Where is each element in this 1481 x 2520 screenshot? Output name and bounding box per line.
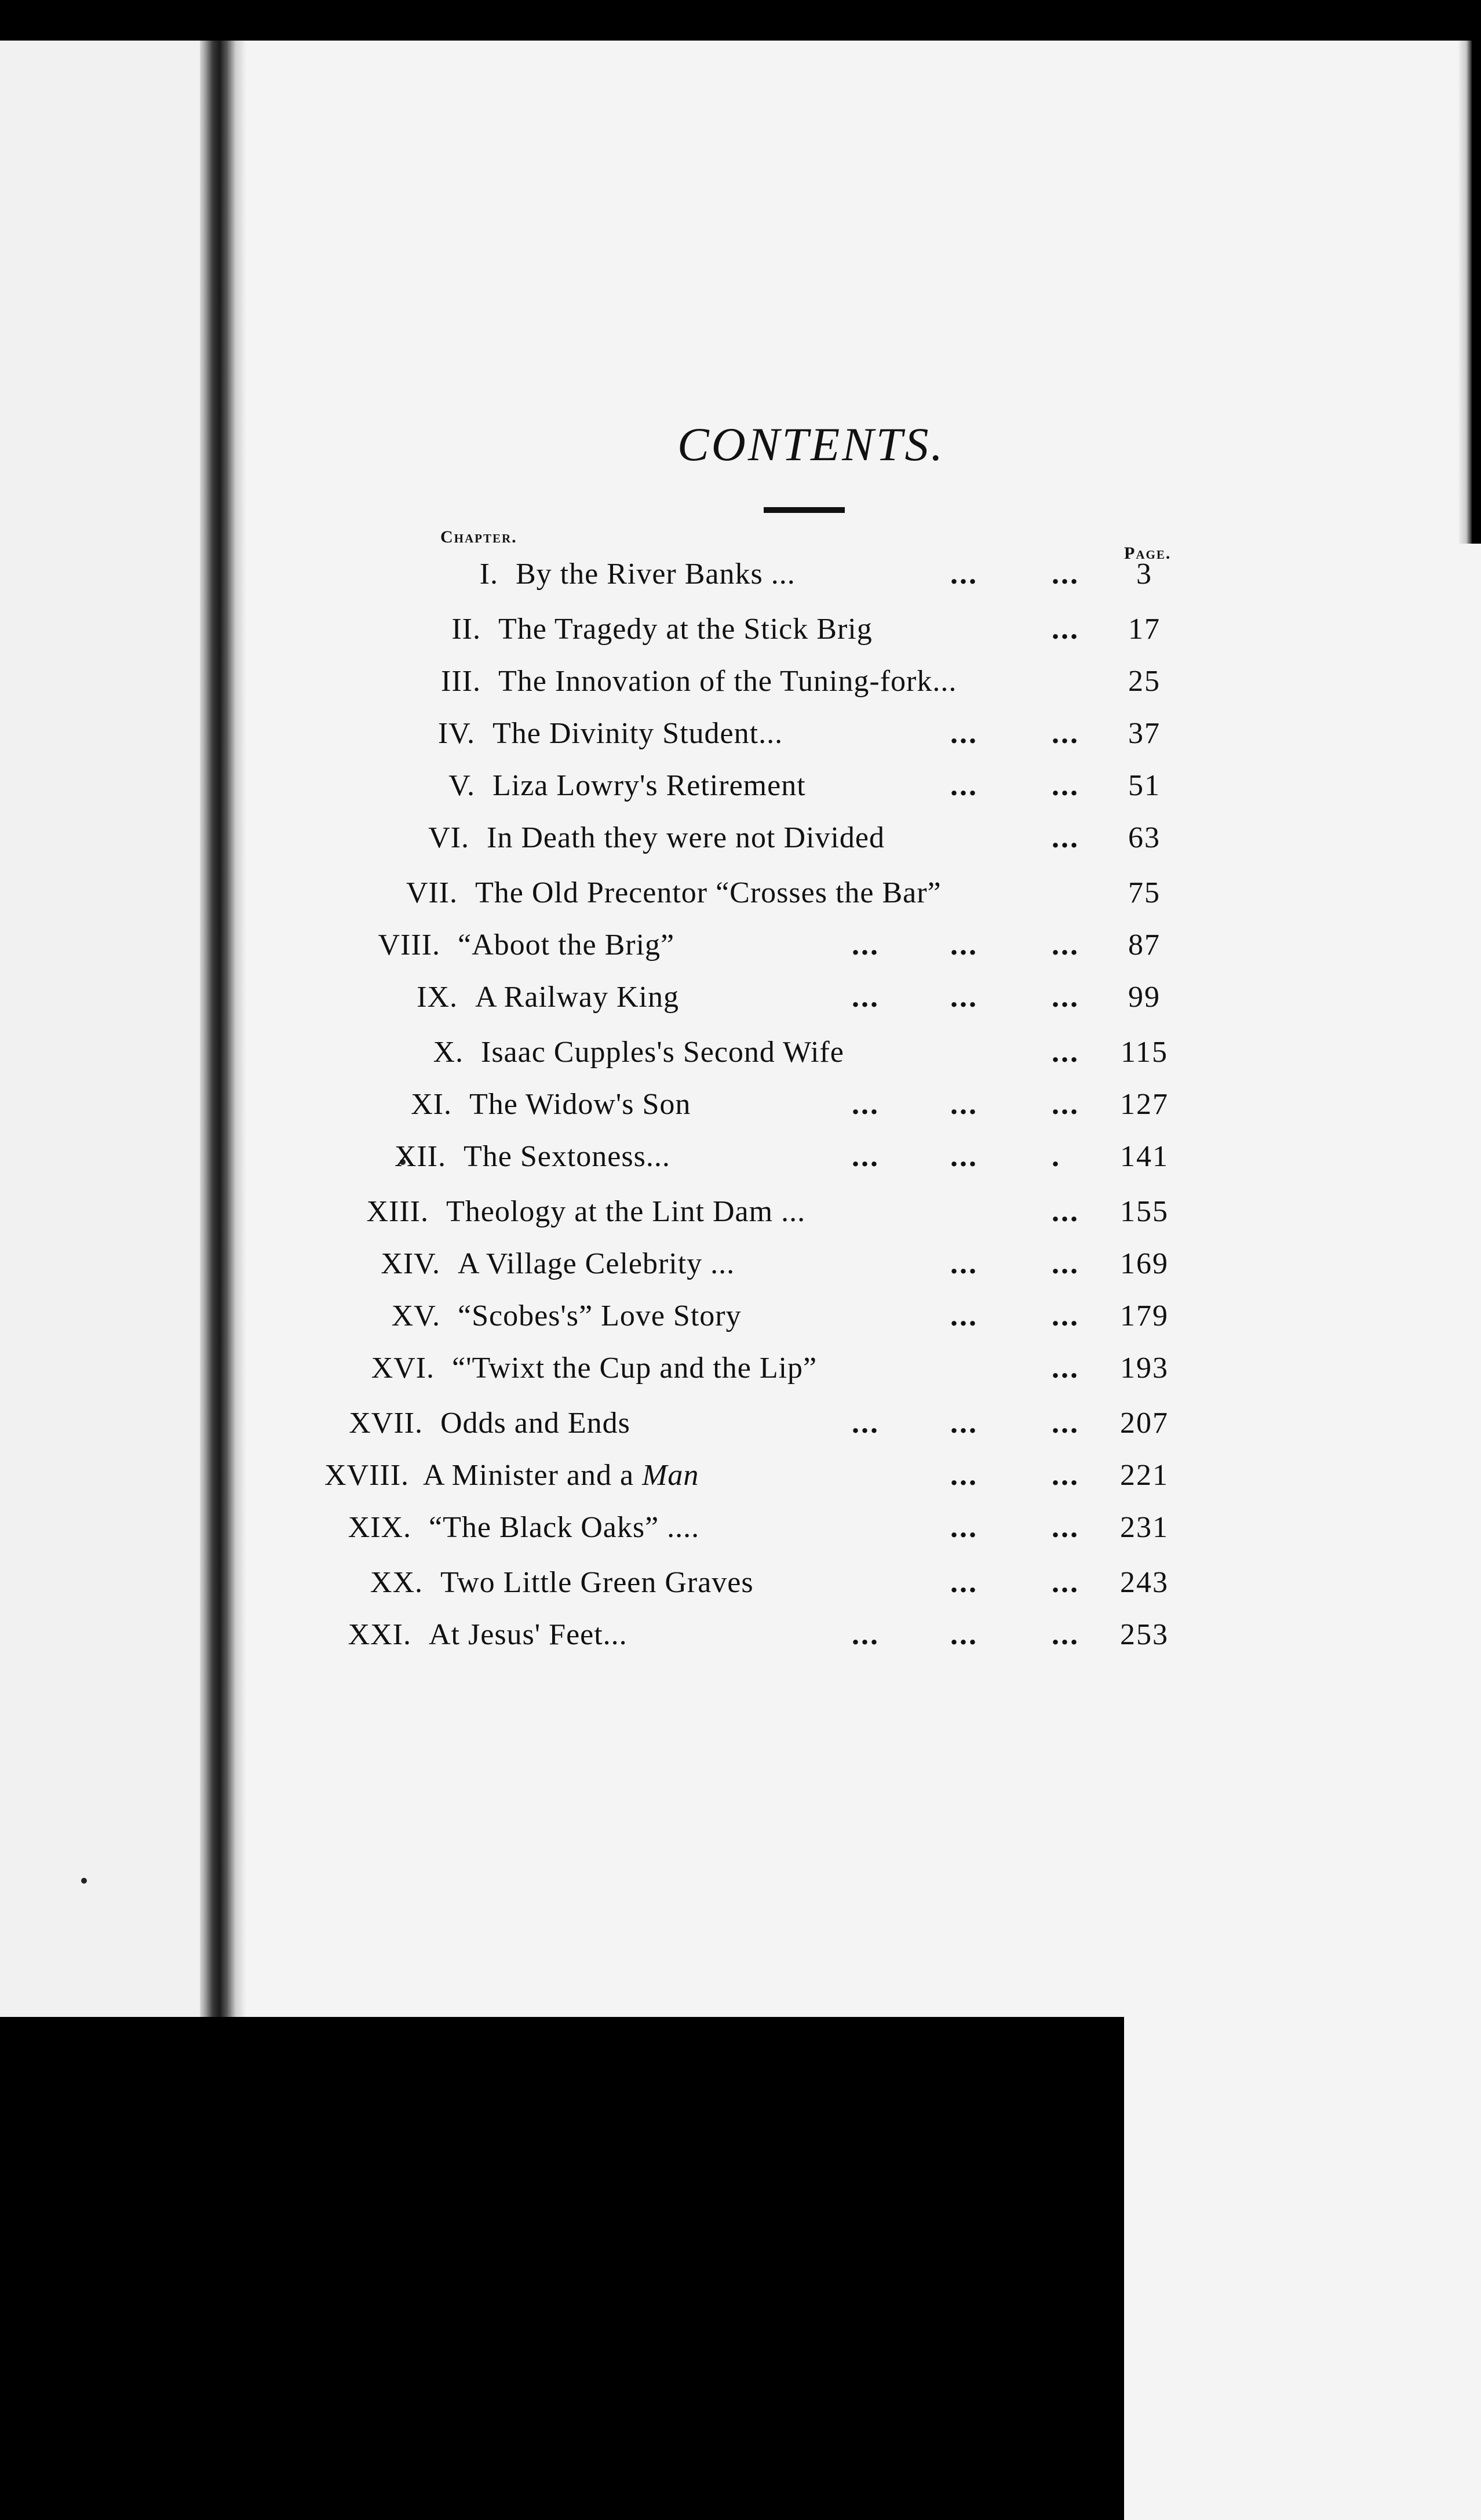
dot-leader: ... [1052, 1459, 1079, 1492]
dot-leader: ... [950, 769, 978, 802]
dot-leader: ... [1052, 1195, 1079, 1228]
page-number: 155 [1120, 1195, 1169, 1228]
toc-entry [400, 661, 1217, 702]
chapter-number: XIX. [348, 1511, 411, 1544]
toc-entry [394, 765, 1217, 807]
chapter-title-text: “Aboot the Brig” [458, 928, 675, 962]
chapter-title-text: A Railway King [475, 981, 679, 1014]
toc-entry [388, 817, 1217, 859]
dot-leader: ... [852, 1140, 880, 1173]
dot-leader: ... [852, 1088, 880, 1121]
dot-leader: ... [852, 981, 880, 1014]
dot-leader: ... [950, 981, 978, 1014]
chapter-title [440, 1562, 754, 1604]
toc-entry [377, 872, 1217, 914]
chapter-number: VI. [428, 821, 469, 854]
chapter-title-text: Theology at the Lint Dam ... [446, 1195, 806, 1228]
dot-leader: ... [1052, 1566, 1079, 1599]
dot-leader: . [1052, 1140, 1061, 1173]
chapter-title-text: Two Little Green Graves [440, 1566, 754, 1599]
toc-entry [359, 1295, 1217, 1337]
page-number: 243 [1120, 1566, 1169, 1599]
chapter-title [452, 1348, 817, 1389]
dot-leader: ... [950, 1618, 978, 1651]
chapter-title-text: The Widow's Son [469, 1088, 691, 1121]
chapter-number: X. [433, 1036, 464, 1069]
contents-heading: CONTENTS. [677, 418, 946, 471]
chapter-number: XVI. [371, 1352, 435, 1385]
chapter-title [516, 553, 796, 595]
page-number: 179 [1120, 1299, 1169, 1332]
dot-leader: ... [950, 928, 978, 962]
chapter-title [493, 713, 783, 755]
toc-entry [371, 1084, 1217, 1126]
chapter-title [475, 977, 679, 1018]
chapter-title-text: The Innovation of the Tuning-fork... [498, 665, 957, 698]
dot-leader: ... [950, 1299, 978, 1332]
chapter-number: VIII. [378, 928, 440, 962]
dot-leader: ... [1052, 1299, 1079, 1332]
dot-leader: ... [1052, 558, 1079, 591]
dot-leader: ... [1052, 928, 1079, 962]
chapter-title [429, 1614, 628, 1656]
page-number: 253 [1120, 1618, 1169, 1651]
dot-leader: ... [950, 1407, 978, 1440]
page-number: 87 [1128, 928, 1161, 962]
chapter-number: XXI. [348, 1618, 411, 1651]
dot-leader: ... [1052, 1511, 1079, 1544]
chapter-title [475, 872, 942, 914]
toc-entry [359, 924, 1217, 966]
dot-leader: ... [852, 928, 880, 962]
toc-entry [330, 1507, 1217, 1549]
page-number: 3 [1136, 558, 1152, 591]
toc-entry [417, 553, 1217, 595]
chapter-number: XVIII. [324, 1459, 410, 1492]
chapter-number: IX. [417, 981, 458, 1014]
dot-leader: ... [950, 1140, 978, 1173]
chapter-title [464, 1136, 670, 1178]
chapter-title [498, 609, 873, 650]
dot-leader: ... [950, 1247, 978, 1280]
chapter-number: XI. [411, 1088, 452, 1121]
chapter-title-text: The Old Precentor “Crosses the Bar” [475, 876, 942, 909]
chapter-title-text: By the River Banks ... [516, 558, 796, 591]
contents-list [0, 41, 1472, 2017]
page-number: 115 [1120, 1036, 1169, 1069]
chapter-title-text: The Divinity Student... [493, 717, 783, 750]
chapter-number: III. [441, 665, 481, 698]
dot-leader: ... [852, 1407, 880, 1440]
chapter-number: XVII. [349, 1407, 423, 1440]
dot-leader: ... [1052, 769, 1079, 802]
dot-leader: ... [950, 1566, 978, 1599]
page-number: 37 [1128, 717, 1161, 750]
dot-leader: ... [1052, 981, 1079, 1014]
page-number: 169 [1120, 1247, 1169, 1280]
chapter-number: I. [479, 558, 498, 591]
chapter-title-text: Isaac Cupples's Second Wife [481, 1036, 844, 1069]
toc-entry [342, 1403, 1217, 1444]
dot-leader: ... [950, 1511, 978, 1544]
chapter-title [493, 765, 806, 807]
chapter-title-text: “The Black Oaks” .... [429, 1511, 700, 1544]
chapter-number: XV. [391, 1299, 440, 1332]
dot-leader: ... [950, 717, 978, 750]
page-number: 207 [1120, 1407, 1169, 1440]
chapter-title-text: In Death they were not Divided [487, 821, 885, 854]
page-column-label: Page. [1124, 544, 1481, 2520]
chapter-title [429, 1507, 699, 1549]
dot-leader: ... [950, 1088, 978, 1121]
chapter-title [446, 1191, 805, 1233]
chapter-title-text: At Jesus' Feet... [429, 1618, 628, 1651]
page-number: 51 [1128, 769, 1161, 802]
toc-entry [342, 1562, 1217, 1604]
dot-leader: ... [1052, 1618, 1079, 1651]
chapter-title [458, 1243, 735, 1285]
toc-entry [353, 1348, 1217, 1389]
dot-leader: ... [1052, 1088, 1079, 1121]
dot-leader: ... [1052, 1352, 1079, 1385]
chapter-title-text: The Tragedy at the Stick Brig [498, 613, 873, 646]
chapter-column-label: Chapter. [440, 527, 517, 547]
toc-entry [348, 1191, 1217, 1233]
chapter-number: IV. [437, 717, 475, 750]
chapter-title [487, 817, 885, 859]
page-number: 99 [1128, 981, 1161, 1014]
chapter-number: XIII. [366, 1195, 429, 1228]
chapter-title-text: “'Twixt the Cup and the Lip” [452, 1352, 818, 1385]
dot-leader: ... [852, 1618, 880, 1651]
page-number: 193 [1120, 1352, 1169, 1385]
toc-entry [365, 1136, 1217, 1178]
chapter-title [469, 1084, 691, 1126]
chapter-title-text: Liza Lowry's Retirement [493, 769, 806, 802]
page-number: 231 [1120, 1511, 1169, 1544]
chapter-title-text: A Minister and a [423, 1459, 634, 1492]
dot-leader: ... [950, 558, 978, 591]
page-number: 75 [1128, 876, 1161, 909]
toc-entry [330, 1614, 1217, 1656]
dot-leader: ... [1052, 717, 1079, 750]
chapter-number: VII. [406, 876, 458, 909]
page-number: 127 [1120, 1088, 1169, 1121]
chapter-title-text: “Scobes's” Love Story [458, 1299, 742, 1332]
toc-entry [382, 1032, 1217, 1073]
chapter-number: V. [448, 769, 475, 802]
chapter-number: XII. [394, 1140, 446, 1173]
chapter-number: XX. [370, 1566, 423, 1599]
dot-leader: ... [1052, 821, 1079, 854]
page-number: 221 [1120, 1459, 1169, 1492]
page-number: 63 [1128, 821, 1161, 854]
dot-leader: ... [1052, 1247, 1079, 1280]
toc-entry [359, 1243, 1217, 1285]
toc-entry [394, 713, 1217, 755]
dot-leader: ... [1052, 1407, 1079, 1440]
chapter-title [440, 1403, 630, 1444]
dot-leader: ... [1052, 1036, 1079, 1069]
chapter-title-italic: Man [642, 1459, 699, 1492]
chapter-title [458, 924, 674, 966]
chapter-title [423, 1455, 699, 1496]
chapter-title-text: A Village Celebrity ... [458, 1247, 735, 1280]
dot-leader: ... [950, 1459, 978, 1492]
page-number: 25 [1128, 665, 1161, 698]
page-number: 17 [1128, 613, 1161, 646]
chapter-number: II. [451, 613, 481, 646]
chapter-title-text: The Sextoness... [464, 1140, 670, 1173]
toc-entry [324, 1455, 1217, 1496]
toc-entry [377, 977, 1217, 1018]
toc-entry [400, 609, 1217, 650]
chapter-title [481, 1032, 844, 1073]
chapter-title [458, 1295, 742, 1337]
dot-leader: ... [1052, 613, 1079, 646]
page-number: 141 [1120, 1140, 1169, 1173]
chapter-number: XIV. [381, 1247, 440, 1280]
chapter-title [498, 661, 957, 702]
chapter-title-text: Odds and Ends [440, 1407, 630, 1440]
scanned-page [0, 41, 1472, 2017]
